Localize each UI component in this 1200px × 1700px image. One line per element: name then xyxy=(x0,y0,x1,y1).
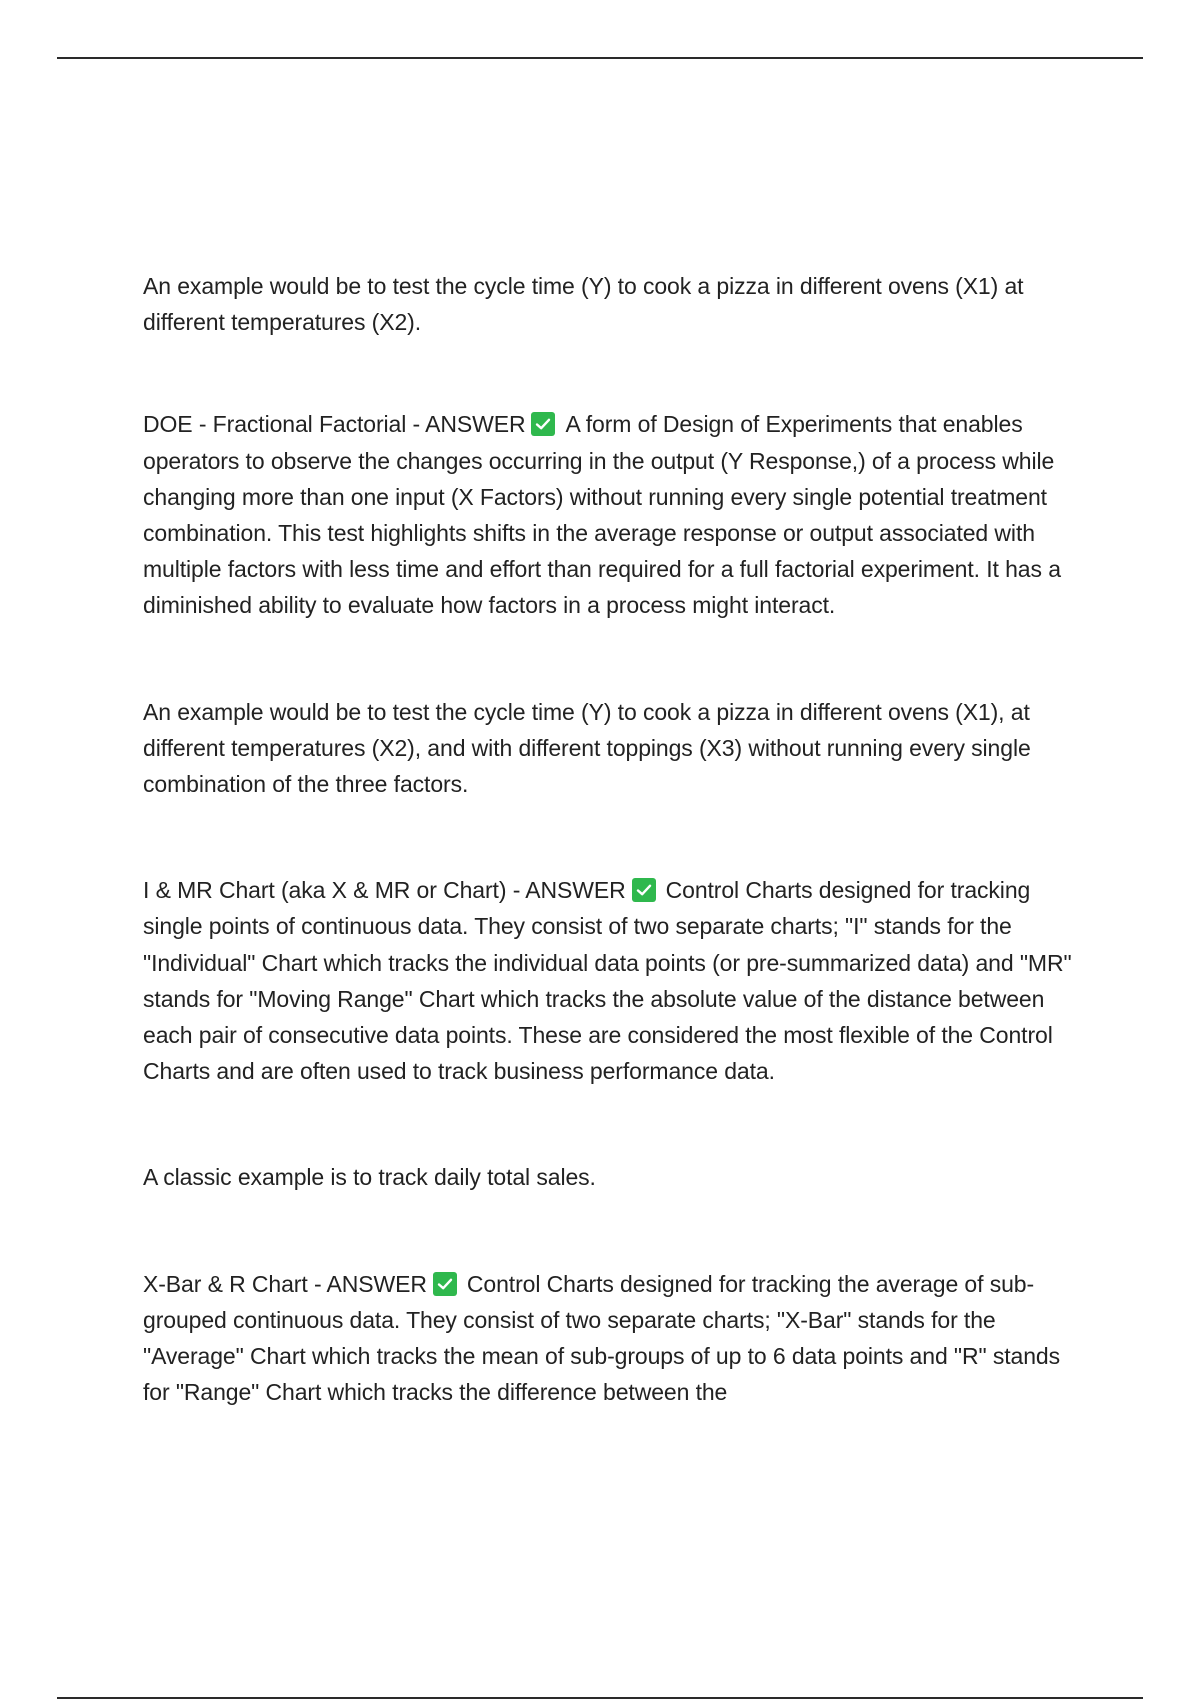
document-body xyxy=(143,268,1083,1410)
check-mark-icon xyxy=(531,412,555,436)
term-label: I & MR Chart (aka X & MR or Chart) - ANSWER xyxy=(143,877,626,904)
definition-text: Control Charts designed for tracking single points of continuous data. They consist of two separate charts; "I" stands for the "Individual" Chart which tracks the individual data points (or pre-summarized data) and "MR" stands for "Moving Range" Chart which tracks the absolute value of the distance between each pair of consecutive data points. These are considered the most flexible of the Control Charts and are often used to track business performance data. xyxy=(143,877,1072,1085)
example-paragraph: An example would be to test the cycle time (Y) to cook a pizza in different ovens (X1) at different temperatures (X2). xyxy=(143,273,1024,336)
check-mark-icon xyxy=(632,878,656,902)
example-paragraph: An example would be to test the cycle time (Y) to cook a pizza in different ovens (X1), at different temperatures (X2), and with different toppings (X3) without running every single combination of the three factors. xyxy=(143,698,1031,798)
term-label: X-Bar & R Chart - ANSWER xyxy=(143,1270,427,1297)
definition-text: Control Charts designed for tracking the average of sub-grouped continuous data. They consist of two separate charts; "X-Bar" stands for the "Average" Chart which tracks the mean of sub-groups of up to 6 data points and "R" stands for "Range" Chart which tracks the difference between the xyxy=(143,1270,1061,1406)
definition-text: A form of Design of Experiments that enables operators to observe the changes occurring in the output (Y Response,) of a process while changing more than one input (X Factors) without running every single potential treatment combination. This test highlights shifts in the average response or output associated with multiple factors with less time and effort than required for a full factorial experiment. It has a diminished ability to evaluate how factors in a process might interact. xyxy=(143,411,1061,619)
example-paragraph: A classic example is to track daily total sales. xyxy=(143,1164,596,1191)
term-label: DOE - Fractional Factorial - ANSWER xyxy=(143,411,526,438)
top-rule xyxy=(57,57,1143,59)
bottom-rule xyxy=(57,1697,1143,1699)
definition-paragraph xyxy=(143,406,1083,623)
definition-paragraph xyxy=(143,1266,1083,1411)
definition-paragraph xyxy=(143,872,1083,1089)
check-mark-icon xyxy=(433,1272,457,1296)
